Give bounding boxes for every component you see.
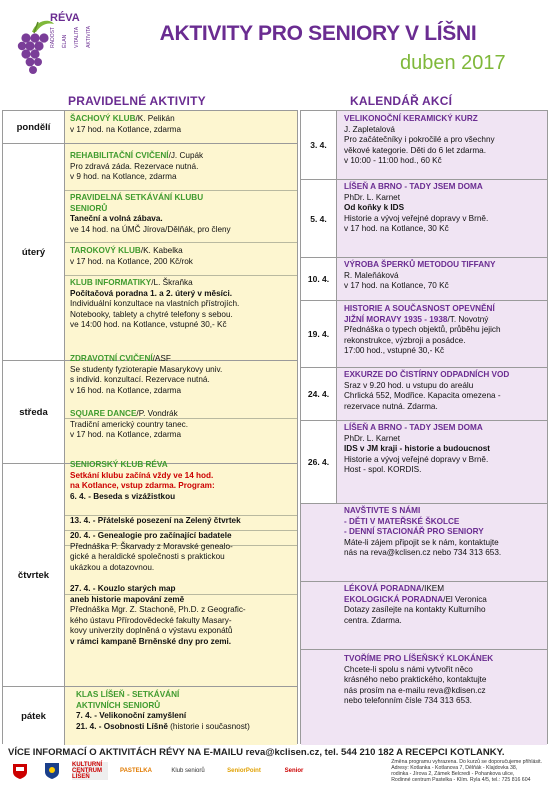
day-label: středa (3, 361, 65, 463)
logo-brand: RÉVA (50, 12, 80, 24)
tarot-club: TAROKOVÝ KLUB/K. Kabelka v 17 hod. na Kotlance, 200 Kč/rok (70, 246, 193, 266)
event-row: 5. 4. (301, 179, 547, 257)
city-emblem-icon (8, 762, 32, 780)
event-wastewater: EXKURZE DO ČISTÍRNY ODPADNÍCH VOD Sraz v 9.20 hod. u vstupu do areálu Chrlická 552, Modřice. Kapacita omezena - rezervace nutná. Zdarma. (344, 370, 510, 411)
footer-contact-line: VÍCE INFORMACÍ O AKTIVITÁCH RÉVY NA E-MAILU reva@kclisen.cz, tel. 544 210 182 A RECEPCI KOTLANKY. (8, 747, 505, 758)
event-row: 3. 4. (301, 111, 547, 179)
event-tiffany: VÝROBA ŠPERKŮ METODOU TIFFANY R. Maleňáková v 17 hod. na Kotlance, 70 Kč (344, 260, 496, 290)
right-column-heading: KALENDÁŘ AKCÍ (350, 94, 453, 108)
program-item: 27. 4. - Kouzlo starých map aneb historie mapování země Přednáška Mgr. Z. Stachoně, Ph.D. z Geografic- kého ústavu Přírodovědecké fakulty Masary- kovy univerzity doplněná o výstavu exponátů v rámci kampaně Brněnské dny pro zemi. (70, 584, 246, 646)
event-row: 19. 4. (301, 300, 547, 367)
day-label: úterý (3, 144, 65, 360)
seniors-club-meetings: PRAVIDELNÁ SETKÁVÁNÍ KLUBU SENIORŮ Taneční a volná zábava. ve 14 hod. na ÚMČ Jírova/Dělňák, pro členy (70, 193, 231, 234)
page-title: AKTIVITY PRO SENIORY V LÍŠNI (159, 22, 477, 45)
event-lisen-brno-2: LÍŠEŇ A BRNO - TADY JSEM DOMA PhDr. L. Karnet IDS v JM kraji - historie a budoucnost Historie a vývoj veřejné dopravy v Brně. Host - spol. KORDIS. (344, 423, 491, 474)
event-row: 26. 4. (301, 420, 547, 503)
day-label: pátek (3, 687, 65, 745)
event-lisen-brno-1: LÍŠEŇ A BRNO - TADY JSEM DOMA PhDr. L. Karnet Od koňky k IDS Historie a vývoj veřejné dopravy v Brně. v 17 hod. na Kotlance, 30 Kč (344, 182, 489, 233)
health-exercise: ZDRAVOTNÍ CVIČENÍ/ASF Se studenty fyzioterapie Masarykovy univ. s individ. konzultací. Rezervace nutná. v 16 hod. na Kotlance, zdarma (70, 354, 223, 395)
counselling-box: LÉKOVÁ PORADNA/IKEM EKOLOGICKÁ PORADNA/El Veronica Dotazy zasílejte na kontakty Kulturního centra. Zdarma. (344, 584, 487, 625)
square-dance: SQUARE DANCE/P. Vondrák Tradiční americký country tanec. v 17 hod. na Kotlance, zdarma (70, 409, 189, 439)
program-item: 13. 4. - Přátelské posezení na Zelený čtvrtek (70, 516, 241, 525)
rehab-exercise: REHABILITAČNÍ CVIČENÍ/J. Cupák Pro zdravá záda. Rezervace nutná. v 9 hod. na Kotlance, zdarma (70, 151, 204, 181)
klub-senioru-label: Klub seniorů (171, 768, 205, 774)
event-row: 10. 4. (301, 257, 547, 300)
chess-club: ŠACHOVÝ KLUB/K. Pelikán v 17 hod. na Kotlance, zdarma (70, 114, 182, 134)
logo-tagline-letters: RADOST ÉLAN VITALITA AKTIVITA (50, 26, 92, 48)
day-label: pondělí (3, 111, 65, 143)
klas-lisen: KLAS LÍŠEŇ - SETKÁVÁNÍ AKTIVNÍCH SENIORŮ 7. 4. - Velikonoční zamyšlení 21. 4. - Osobnosti Líšně (historie i současnost) (76, 690, 250, 731)
pastelka-logo: PASTELKA (120, 768, 152, 774)
event-fortifications: HISTORIE A SOUČASNOST OPEVNĚNÍ JIŽNÍ MORAVY 1935 - 1938/T. Novotný Přednáška o typech objektů, průběhu jejich rekonstrukce, výzbroji a posádce. 17:00 hod., vstupné 30,- Kč (344, 304, 501, 355)
footer-logos (8, 760, 542, 782)
page-subtitle: duben 2017 (400, 52, 506, 74)
day-label: čtvrtek (3, 464, 65, 686)
footer-small-print: Změna programu vyhrazena. Do kurzů se doporučujeme přihlásit. Adresy: Kotlanka - Kotlanova 7, Dělňák - Klajdovka 38, rodinka - Jírova 2, Zámek Belcredi - Pohankova ulice, Rodinné centrum Pastelka - Klím. Ryla 4/5, tel.: 725 816 604 (391, 758, 542, 784)
left-column-heading: PRAVIDELNÉ AKTIVITY (68, 94, 206, 108)
kc-lisen-logo: KULTURNÍ CENTRUM LÍŠEŇ (72, 762, 108, 780)
seniorpoint-logo: SeniorPoint (227, 768, 261, 774)
it-club: KLUB INFORMATIKY/L. Škraňka Počítačová poradna 1. a 2. úterý v měsíci. Individuální konzultace na vlastních přístrojích. Notebooky, tablety a chytré telefony s sebou. ve 14:00 hod. na Kotlance, vstupné 30,- Kč (70, 278, 240, 329)
visit-us-box: NAVŠTIVTE S NÁMI - DĚTI V MATEŘSKÉ ŠKOLCE - DENNÍ STACIONÁŘ PRO SENIORY Máte-li zájem připojit se k nám, kontaktujte nás na reva@kclisen.cz nebo 734 313 653. (344, 506, 502, 557)
senior-logo: Senior (284, 768, 304, 774)
seniors-club-reva: SENIORSKÝ KLUB RÉVA Setkání klubu začíná vždy ve 14 hod. na Kotlance, vstup zdarma. Program: 6. 4. - Beseda s vizážistkou (70, 460, 215, 501)
event-row: 24. 4. (301, 367, 547, 420)
program-item: 20. 4. - Genealogie pro začínající badatele Přednáška P. Škarvady z Moravské genealo- gické a heraldické společnosti s praktickou ukázkou a dotazovnou. (70, 531, 233, 572)
event-easter-ceramics: VELIKONOČNÍ KERAMICKÝ KURZ J. Zapletalová Pro začátečníky i pokročilé a pro všechny věkové kategorie. Děti do 6 let zdarma. v 10:00 - 11:00 hod., 60 Kč (344, 114, 495, 165)
shield-icon (42, 762, 62, 780)
klokanek-box: TVOŘÍME PRO LÍŠEŇSKÝ KLOKÁNEK Chcete-li spolu s námi vytvořit něco krásného nebo praktického, kontaktujte nás prosím na e-mailu reva@kdisen.cz nebo telefonním čísle 734 313 653. (344, 654, 494, 705)
